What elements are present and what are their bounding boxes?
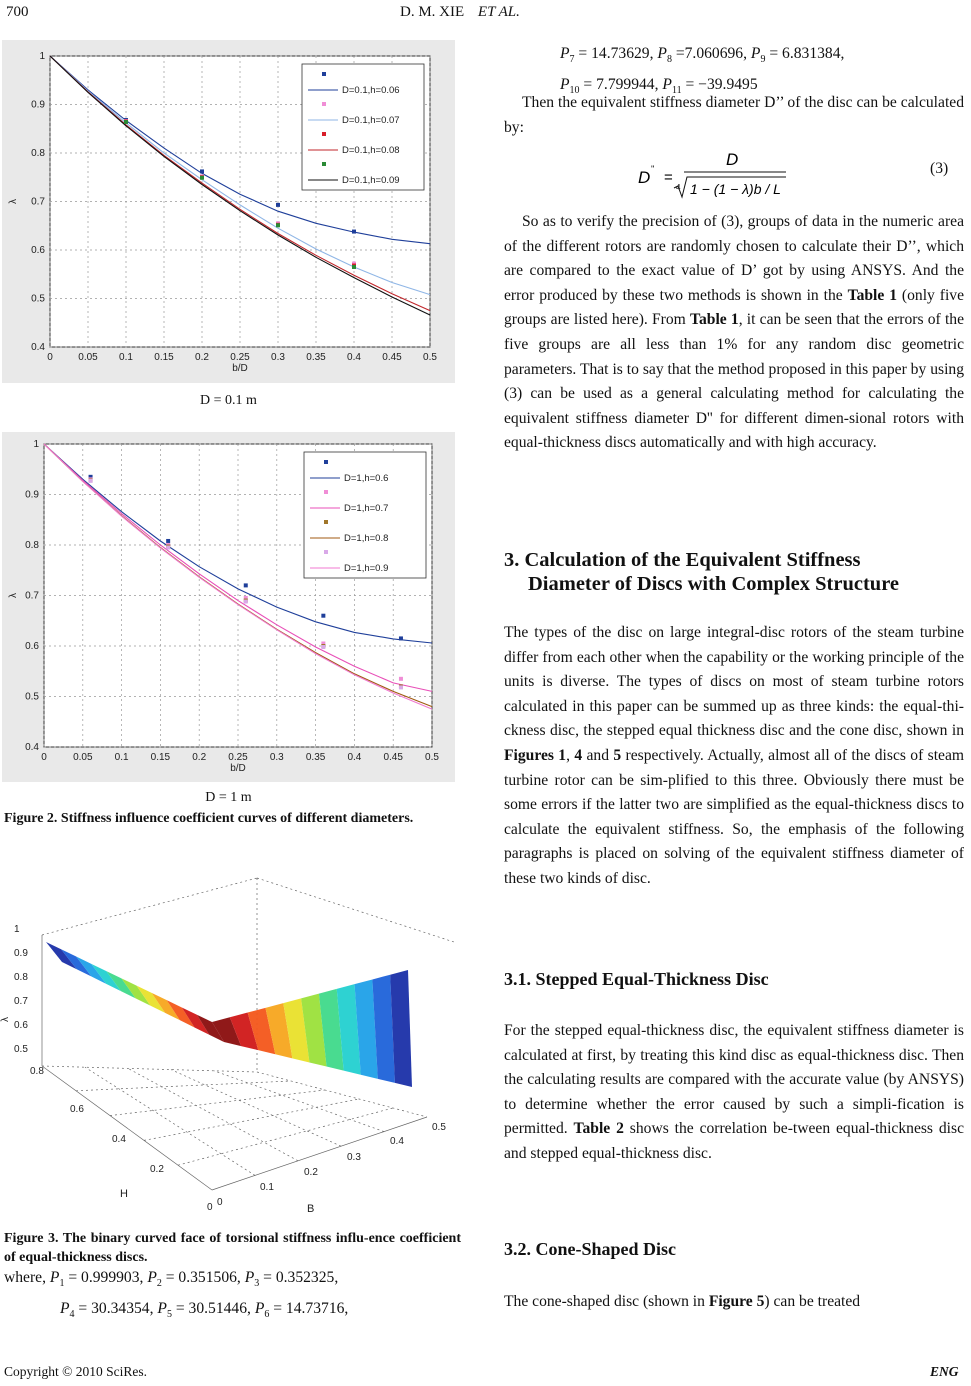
h-tick-label: 0.8: [30, 1066, 44, 1077]
x-tick-label: 0.25: [228, 752, 248, 763]
figure-2a-caption: D = 0.1 m: [200, 393, 257, 408]
param-subscript: 6: [264, 1308, 270, 1320]
param-subscript: 8: [666, 54, 672, 66]
figure-3-chart: [2, 872, 455, 1216]
x-tick-label: 0.15: [150, 752, 171, 763]
param-value: =7.060696,: [671, 45, 751, 62]
y-tick-label: 0.9: [31, 99, 45, 111]
data-point: [200, 176, 204, 180]
params-block: [4, 1266, 464, 1327]
param-subscript: 4: [69, 1308, 75, 1320]
y-tick-label: 1: [39, 51, 45, 62]
z-tick-label: 0.5: [14, 1044, 28, 1055]
param-subscript: 11: [671, 84, 682, 96]
data-point: [399, 677, 403, 681]
running-title: [400, 4, 520, 21]
z-tick-label: 0.8: [14, 972, 28, 983]
data-point: [276, 223, 280, 227]
x-tick-label: 0.45: [383, 752, 403, 763]
legend-box: [302, 64, 424, 190]
x-tick-label: 0.25: [230, 352, 250, 363]
param-subscript: 7: [569, 54, 575, 66]
y-tick-label: 0.7: [25, 590, 39, 602]
data-point: [276, 203, 280, 207]
legend-marker: [324, 460, 328, 464]
param-value: = 6.831384,: [765, 45, 845, 62]
param-symbol: P: [157, 1299, 167, 1317]
b-tick-label: 0.3: [347, 1152, 361, 1163]
x-tick-label: 0.45: [382, 352, 402, 363]
eq-denominator: 1 − (1 − λ)b / L: [690, 181, 781, 197]
footer-journal: ENG: [930, 1364, 959, 1379]
param-symbol: P: [147, 1269, 157, 1286]
h-tick-label: 0.2: [150, 1164, 164, 1175]
b-tick-label: 0: [217, 1197, 223, 1208]
para-then: [504, 91, 964, 140]
y-axis-label: λ: [8, 199, 19, 204]
legend-entry-label: D=0.1,h=0.06: [342, 85, 400, 96]
legend-entry-label: D=0.1,h=0.08: [342, 145, 400, 156]
x-tick-label: 0.5: [425, 752, 439, 763]
param-subscript: 5: [166, 1308, 172, 1320]
param-symbol: P: [60, 1299, 70, 1317]
para-cone-text: The cone-shaped disc (shown in Figure 5) can be treated: [504, 1293, 861, 1310]
legend-entry-label: D=1,h=0.6: [344, 473, 389, 484]
data-point: [200, 169, 204, 173]
y-tick-label: 0.7: [31, 196, 45, 208]
x-tick-label: 0.4: [347, 352, 361, 363]
eq-root-index: 4: [676, 183, 681, 192]
section-31-heading: 3.1. Stepped Equal-Thickness Disc: [504, 969, 769, 989]
equation-svg: [636, 150, 836, 200]
y-tick-label: 0.6: [25, 641, 39, 652]
z-tick-label: 1: [14, 924, 20, 935]
figure-2b-caption: D = 1 m: [205, 790, 252, 805]
para-cone: [504, 1290, 964, 1315]
legend-marker: [322, 102, 326, 106]
figure-2b-svg: [2, 432, 455, 782]
figure-2a-chart: [2, 40, 455, 383]
legend-marker: [324, 490, 328, 494]
x-tick-label: 0.35: [305, 752, 326, 763]
param-value: = 14.73629,: [574, 45, 658, 62]
z-axis-label: λ: [0, 1017, 11, 1022]
b-axis-label: B: [307, 1203, 315, 1215]
param-symbol: P: [657, 45, 667, 62]
x-tick-label: 0.2: [192, 752, 207, 763]
x-tick-label: 0.4: [347, 752, 362, 763]
legend-marker: [324, 520, 328, 524]
data-point: [124, 120, 128, 124]
legend-entry-label: D=0.1,h=0.09: [342, 175, 400, 186]
y-tick-label: 0.4: [25, 742, 39, 753]
y-tick-label: 0.4: [31, 342, 45, 353]
x-tick-label: 0.05: [78, 352, 98, 363]
param-value: = 30.51446,: [171, 1299, 255, 1317]
figure-2b-chart: [2, 432, 455, 782]
param-symbol: P: [254, 1299, 265, 1317]
b-tick-label: 0.2: [304, 1167, 318, 1178]
z-tick-label: 0.6: [14, 1020, 28, 1031]
h-tick-label: 0.6: [70, 1104, 84, 1115]
param-symbol: P: [560, 75, 570, 93]
params-line-1: [4, 1266, 464, 1297]
param-symbol: P: [560, 45, 570, 62]
param-subscript: 2: [156, 1278, 162, 1290]
data-point: [399, 685, 403, 689]
data-point: [321, 614, 325, 618]
x-tick-label: 0.3: [271, 352, 285, 363]
data-point: [321, 645, 325, 649]
legend-marker: [322, 162, 326, 166]
x-axis-label: b/D: [232, 363, 248, 374]
x-tick-label: 0.15: [154, 352, 174, 363]
x-tick-label: 0.1: [114, 752, 129, 763]
y-axis-label: λ: [8, 593, 19, 598]
param-symbol: P: [662, 75, 672, 93]
h-tick-label: 0.4: [112, 1134, 126, 1145]
y-tick-label: 0.9: [25, 489, 39, 501]
legend-entry-label: D=1,h=0.9: [344, 563, 389, 574]
x-tick-label: 0.05: [73, 752, 93, 763]
b-tick-label: 0.1: [260, 1182, 274, 1193]
y-tick-label: 0.5: [31, 293, 45, 305]
x-tick-label: 0.5: [423, 352, 437, 363]
param-symbol: P: [49, 1269, 60, 1286]
x-tick-label: 0.2: [195, 352, 209, 363]
param-value: = 14.73716,: [269, 1299, 349, 1317]
para-verify: [504, 210, 964, 456]
z-tick-label: 0.7: [14, 996, 28, 1007]
para-then-text: Then the equivalent stiffness diameter D’’ of the disc can be calculated by:: [504, 94, 964, 136]
param-value: = 0.999903,: [64, 1269, 148, 1286]
x-tick-label: 0.3: [269, 752, 284, 763]
x-tick-label: 0: [47, 352, 53, 363]
section-3-heading-1: 3. Calculation of the Equivalent Stiffness: [504, 549, 861, 571]
eq-equals: =: [664, 169, 673, 186]
param-value: = 7.799944,: [579, 75, 663, 93]
param-value: = 30.34354,: [74, 1299, 158, 1317]
data-point: [244, 583, 248, 587]
data-point: [166, 539, 170, 543]
b-tick-label: 0.5: [432, 1122, 446, 1133]
x-tick-label: 0.1: [119, 352, 133, 363]
para-types: [504, 621, 964, 892]
legend-marker: [324, 550, 328, 554]
x-axis-label: b/D: [230, 763, 246, 774]
legend-marker: [322, 72, 326, 76]
y-tick-label: 0.8: [31, 148, 45, 159]
params-line-2: [4, 1297, 464, 1328]
footer-copyright: Copyright © 2010 SciRes.: [4, 1364, 148, 1379]
section-32-heading: 3.2. Cone-Shaped Disc: [504, 1239, 677, 1259]
data-point: [244, 600, 248, 604]
param-value: = −39.9495: [681, 75, 758, 93]
data-point: [352, 230, 356, 234]
figure-2a-svg: [2, 40, 455, 383]
where-label: where,: [4, 1269, 46, 1286]
data-point: [166, 546, 170, 550]
data-point: [399, 636, 403, 640]
param-subscript: 1: [59, 1278, 65, 1290]
legend-entry-label: D=1,h=0.7: [344, 503, 389, 514]
data-point: [352, 265, 356, 269]
legend-marker: [322, 132, 326, 136]
param-value: = 0.351506,: [161, 1269, 245, 1286]
running-title-author: D. M. XIE: [400, 4, 465, 20]
legend-box: [304, 452, 426, 578]
figure-3-svg: [2, 872, 455, 1216]
y-tick-label: 0.6: [31, 245, 45, 256]
running-title-etal: ET AL.: [477, 4, 520, 20]
equation-3: [636, 150, 836, 200]
legend-entry-label: D=1,h=0.8: [344, 533, 389, 544]
legend-entry-label: D=0.1,h=0.07: [342, 115, 400, 126]
para-verify-text: So as to verify the precision of (3), groups of data in the numeric area of the different rotors are randomly chosen to calculate their D’’, which are compared to the exact value of D’ got by using ANSYS. And the error produced by these two methods is shown in the Table 1 (only five groups are listed here). From Table 1, it can be seen that the errors of the five groups are all less than 1% for any random disc geometric parameters. That is to say that the method proposed in this paper by using (3) can be used as a general calculating method for calculating the equivalent stiffness diameter D'' for different dimen-sional rotors with equal-thickness discs automatically and with high accuracy.: [504, 213, 964, 452]
param-subscript: 10: [569, 84, 580, 96]
x-tick-label: 0.35: [306, 352, 326, 363]
y-tick-label: 0.5: [25, 691, 39, 703]
page-number: 700: [6, 4, 29, 20]
figure-3-caption: Figure 3. The binary curved face of torsional stiffness influ-ence coefficient of equal-thickness discs.: [4, 1231, 461, 1265]
param-subscript: 3: [254, 1278, 260, 1290]
h-tick-label: 0: [207, 1202, 213, 1213]
param-value: = 0.352325,: [259, 1269, 339, 1286]
figure-2-caption: Figure 2. Stiffness influence coefficient curves of different diameters.: [4, 811, 414, 826]
y-tick-label: 1: [33, 439, 39, 450]
equation-number: (3): [930, 160, 949, 177]
eq-numerator: D: [726, 150, 739, 169]
y-tick-label: 0.8: [25, 540, 39, 551]
section-3-heading-2: Diameter of Discs with Complex Structure: [528, 573, 900, 595]
params-line-3: [560, 42, 970, 73]
data-point: [89, 479, 93, 483]
para-stepped: [504, 1019, 964, 1167]
para-types-text: The types of the disc on large integral-disc rotors of the steam turbine differ from each other when the capability or the working principle of the units is diverse. The types of discs on most of steam turbine rotors calculated in this paper can be summed up as three kinds: the equal-thi-ckness disc, the stepped equal thickness disc and the cone disc, shown in Figures 1, 4 and 5 respectively. Actually, almost all of the discs of steam turbine rotor can be sim-plified to this three. Obviously there must be some errors if the latter two are simplified as the equal-thickness discs to calculate the equivalent stiffness. So, the emphasis of the following paragraphs is placed on solving of the equivalent stiffness diameter of these two kinds of disc.: [504, 624, 965, 887]
param-subscript: 9: [760, 54, 766, 66]
eq-lhs-sup: '': [651, 164, 655, 174]
param-symbol: P: [750, 45, 761, 62]
x-tick-label: 0: [41, 752, 47, 763]
para-stepped-text: For the stepped equal-thickness disc, the equivalent stiffness diameter is calculated at first, by treating this kind disc as equal-thickness disc. Then the calculating results are compared with the accurate value (by ANSYS) to determine whether the error caused by such a simpli-fication is permitted. Table 2 shows the correlation be-tween equal-thickness disc and stepped equal-thickness disc.: [504, 1022, 964, 1162]
z-tick-label: 0.9: [14, 948, 28, 959]
b-tick-label: 0.4: [390, 1136, 404, 1147]
param-symbol: P: [244, 1269, 255, 1286]
h-axis-label: H: [120, 1188, 128, 1200]
eq-lhs: D: [638, 168, 651, 187]
